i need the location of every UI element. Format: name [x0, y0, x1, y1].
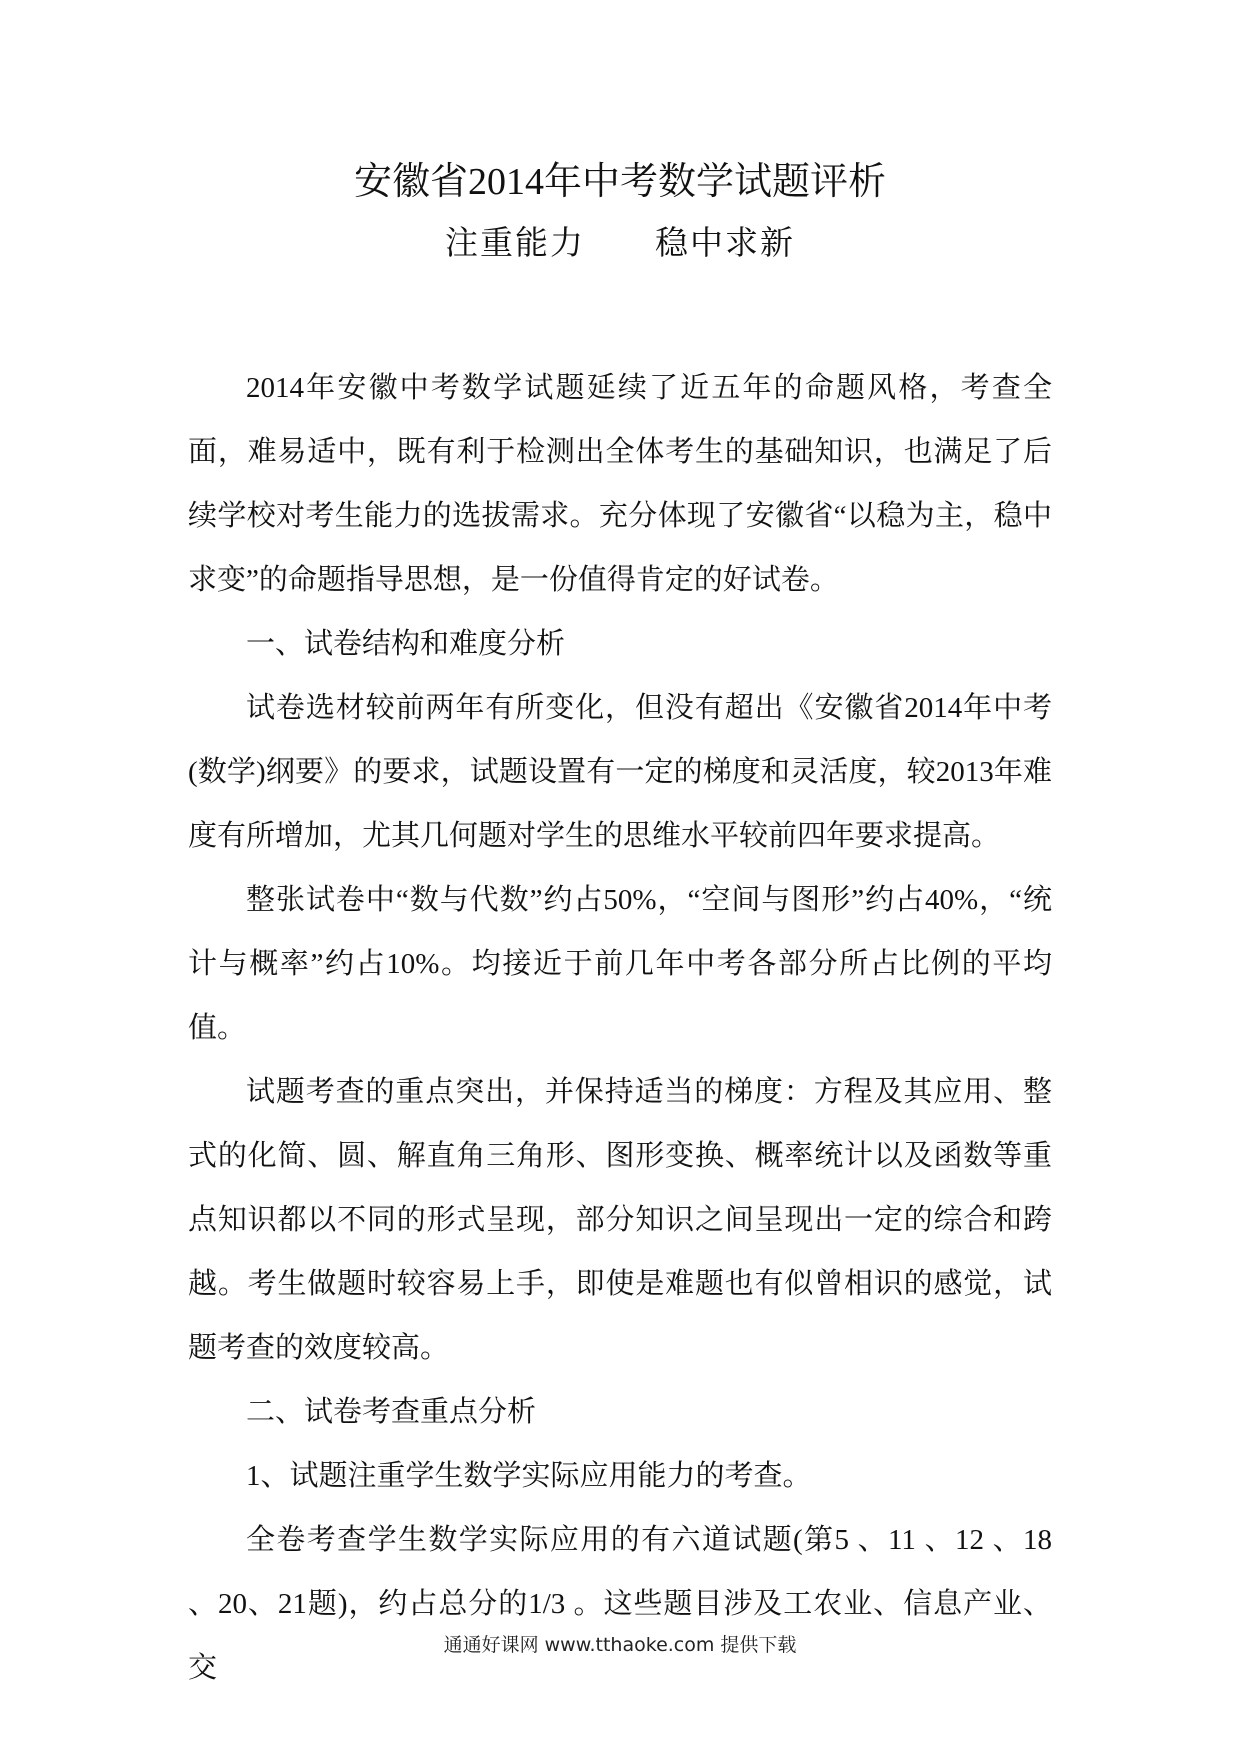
subtitle-right: 稳中求新: [655, 226, 795, 262]
article-body: [188, 356, 1052, 1700]
paragraph: 全卷考查学生数学实际应用的有六道试题(第5 、11 、12 、18 、20、21题)，约占总分的1/3 。这些题目涉及工农业、信息产业、交: [188, 1524, 1052, 1684]
paragraph: 试题考查的重点突出，并保持适当的梯度：方程及其应用、整式的化简、圆、解直角三角形、图形变换、概率统计以及函数等重点知识都以不同的形式呈现，部分知识之间呈现出一定的综合和跨越。考生做题时较容易上手，即使是难题也有似曾相识的感觉，试题考查的效度较高。: [188, 1076, 1052, 1364]
page-title: 安徽省2014年中考数学试题评析: [353, 161, 886, 203]
paragraph-intro: 2014年安徽中考数学试题延续了近五年的命题风格，考查全面，难易适中，既有利于检测出全体考生的基础知识，也满足了后续学校对考生能力的选拔需求。充分体现了安徽省“以稳为主，稳中求变”的命题指导思想，是一份值得肯定的好试卷。: [188, 372, 1052, 596]
page-subtitle: [0, 221, 1240, 267]
section-heading-1: 一、试卷结构和难度分析: [246, 628, 566, 660]
subtitle-left: 注重能力: [445, 226, 585, 262]
page-footer: 通通好课网 www.tthaoke.com 提供下载: [443, 1634, 797, 1656]
subsection-heading: 1、试题注重学生数学实际应用能力的考查。: [246, 1460, 812, 1492]
paragraph: 试卷选材较前两年有所变化，但没有超出《安徽省2014年中考(数学)纲要》的要求，试题设置有一定的梯度和灵活度，较2013年难度有所增加，尤其几何题对学生的思维水平较前四年要求提高。: [188, 692, 1052, 852]
paragraph: 整张试卷中“数与代数”约占50%，“空间与图形”约占40%，“统计与概率”约占10%。均接近于前几年中考各部分所占比例的平均值。: [188, 884, 1052, 1044]
section-heading-2: 二、试卷考查重点分析: [246, 1396, 537, 1428]
